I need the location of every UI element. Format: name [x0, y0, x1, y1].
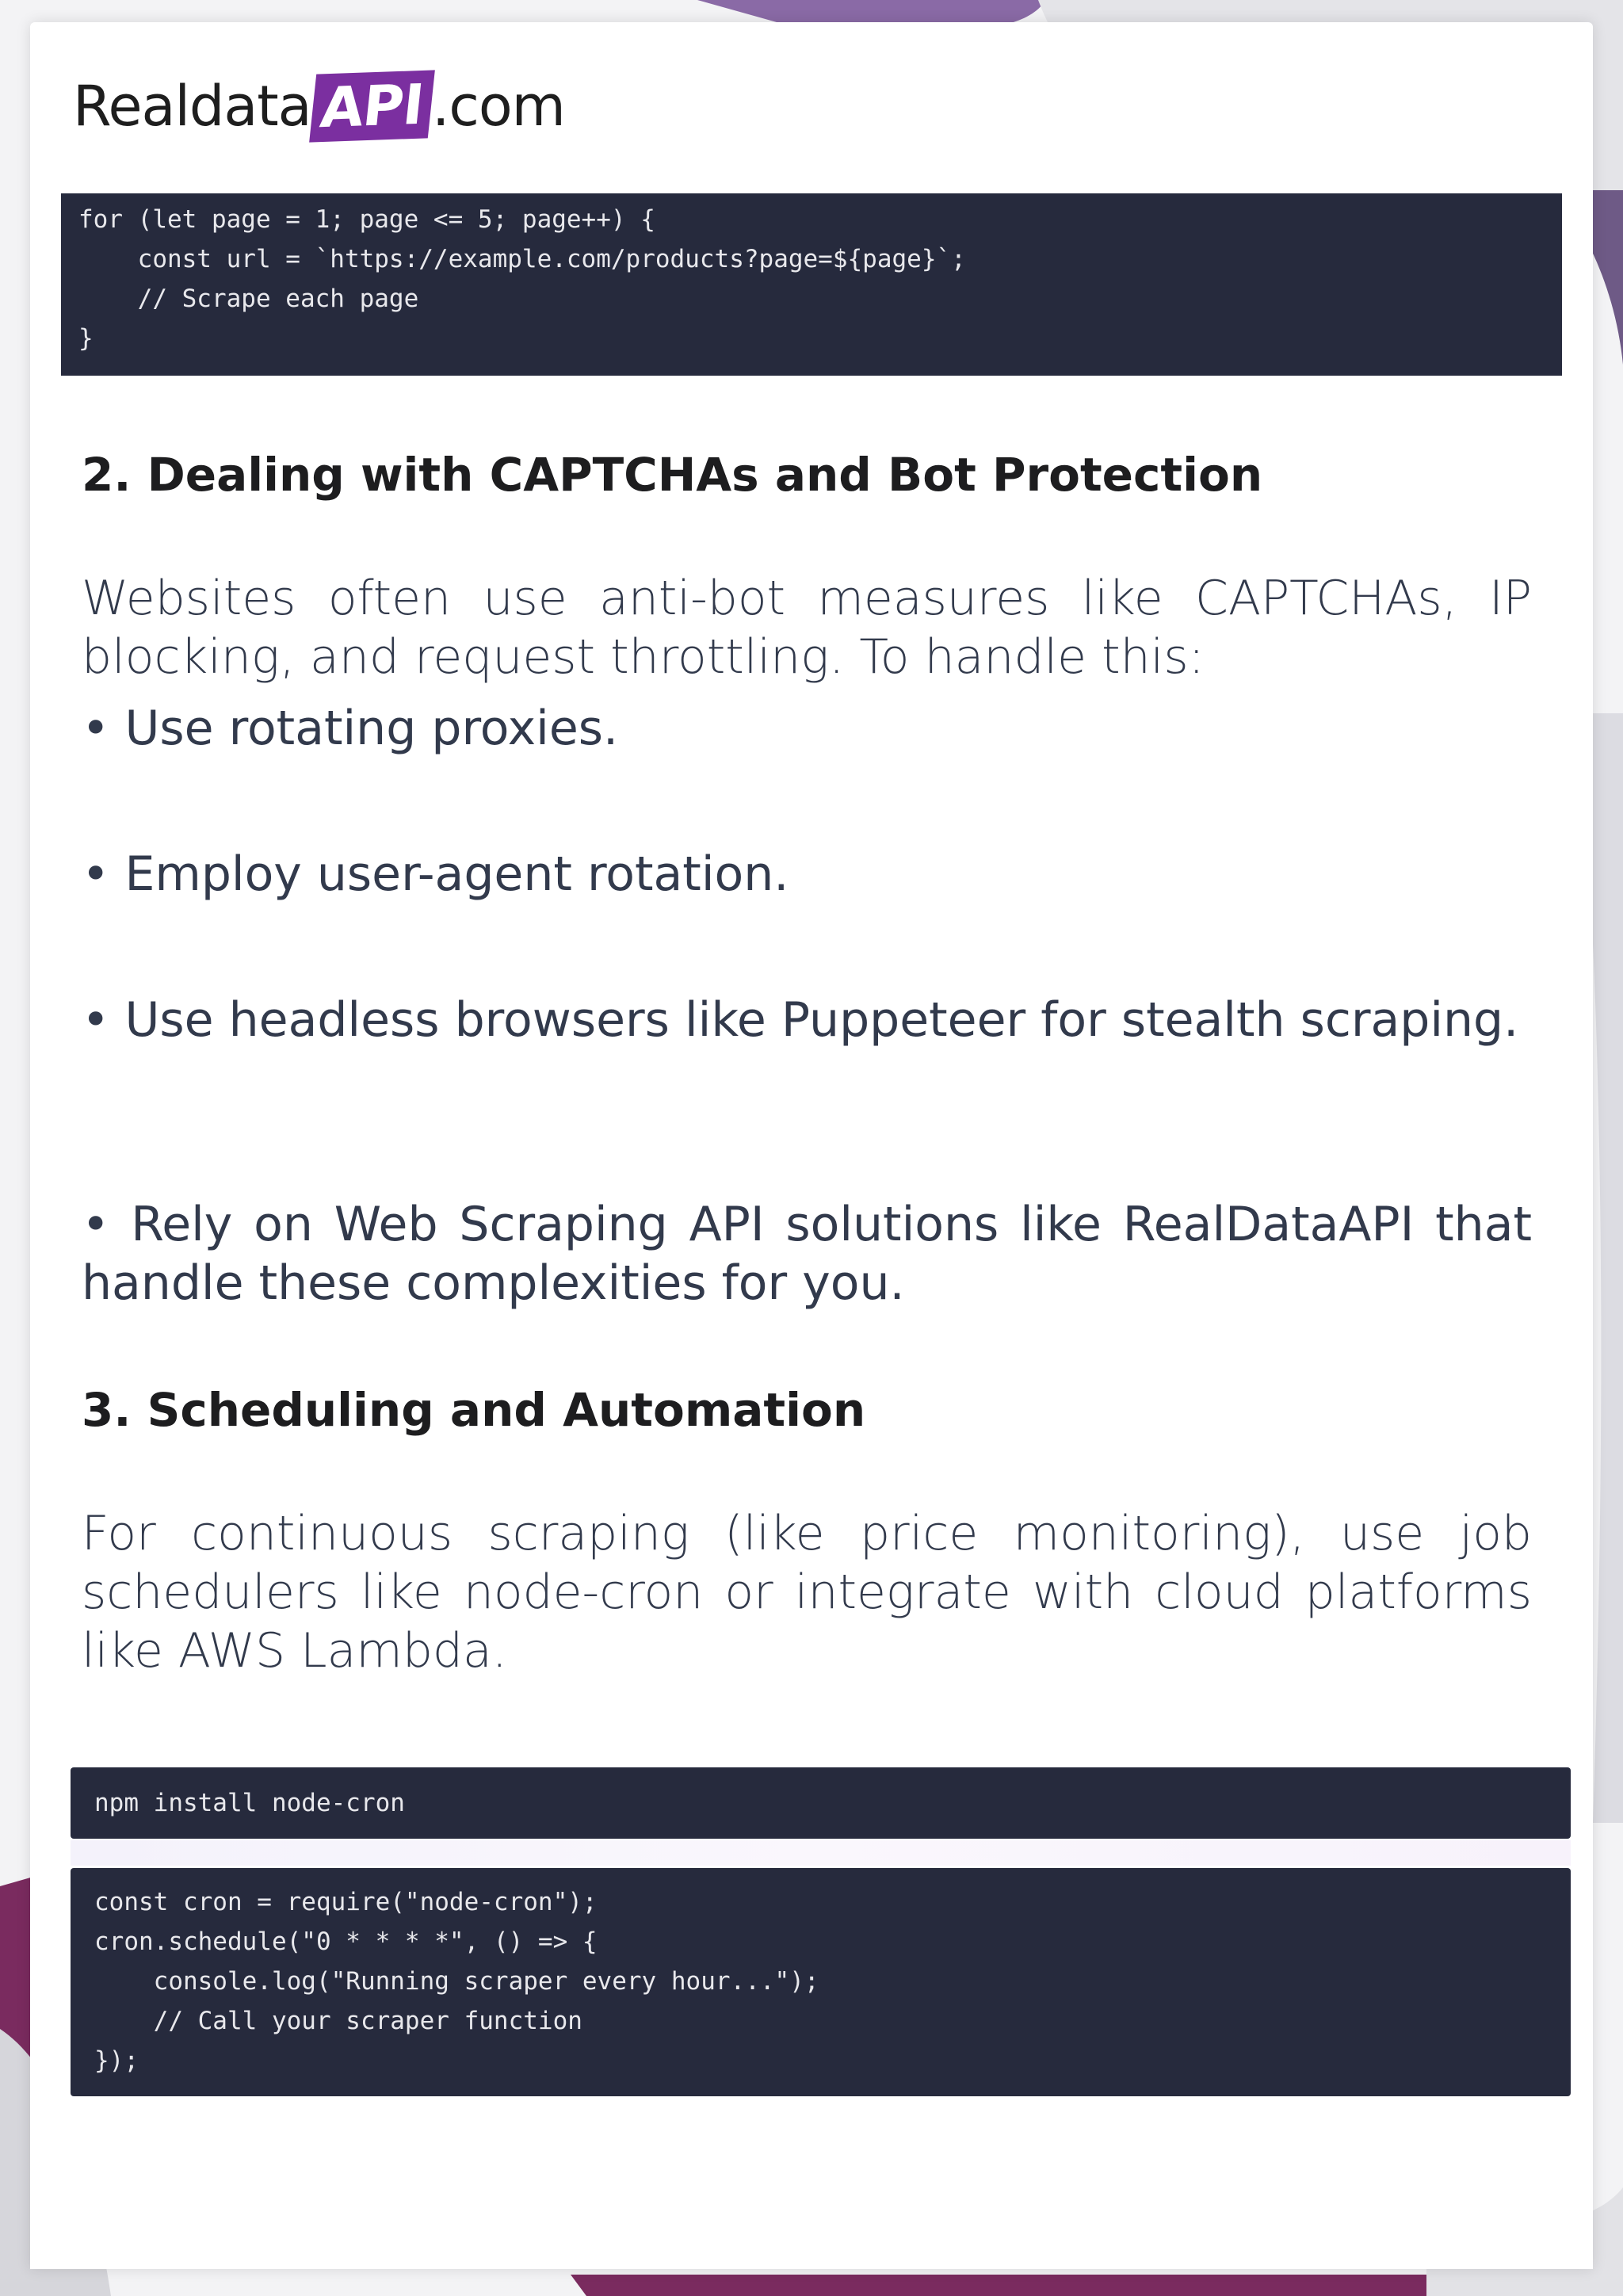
bullet-item — [82, 1195, 1532, 1312]
code-line: // Scrape each page — [78, 285, 419, 313]
section2-heading — [82, 445, 1532, 504]
divider-strip — [71, 1840, 1571, 1866]
bullet-text: • Employ user-agent rotation. — [82, 846, 789, 902]
logo-prefix: Realdata — [73, 74, 311, 139]
logo-suffix: .com — [432, 74, 565, 139]
code-line: }); — [94, 2046, 139, 2075]
section3-intro — [82, 1504, 1532, 1680]
bullet-text: • Rely on Web Scraping API solutions like RealDataAPI that handle these complexities for you. — [82, 1197, 1532, 1311]
section-heading: 2. Dealing with CAPTCHAs and Bot Protection — [82, 448, 1263, 502]
code-line: } — [78, 324, 94, 353]
code-line: cron.schedule("0 * * * *", () => { — [94, 1927, 598, 1956]
bullet-item — [82, 699, 1532, 758]
code-block-cron — [71, 1868, 1571, 2096]
section3-heading — [82, 1381, 1532, 1439]
paragraph: Websites often use anti-bot measures like CAPTCHAs, IP blocking, and request throttling. To handle this: — [82, 571, 1532, 685]
bullet-text: • Use rotating proxies. — [82, 701, 619, 756]
code-line: npm install node-cron — [94, 1789, 405, 1817]
code-line: // Call your scraper function — [94, 2007, 582, 2035]
code-block-install — [71, 1767, 1571, 1839]
code-line: const url = `https://example.com/products?page=${page}`; — [78, 245, 966, 273]
section2-intro — [82, 569, 1532, 686]
realdataapi-logo — [73, 67, 565, 146]
code-line: const cron = require("node-cron"); — [94, 1888, 598, 1916]
code-line: for (let page = 1; page <= 5; page++) { — [78, 205, 655, 234]
section-heading: 3. Scheduling and Automation — [82, 1383, 866, 1437]
code-block-pagination — [61, 193, 1562, 376]
bullet-text: • Use headless browsers like Puppeteer for stealth scraping. — [82, 992, 1519, 1048]
code-line: console.log("Running scraper every hour..."); — [94, 1967, 819, 1996]
paragraph: For continuous scraping (like price monitoring), use job schedulers like node-cron or integrate with cloud platforms like AWS Lambda. — [82, 1506, 1532, 1679]
bullet-item — [82, 991, 1532, 1049]
logo-highlight: API — [309, 70, 434, 142]
bullet-item — [82, 845, 1532, 904]
